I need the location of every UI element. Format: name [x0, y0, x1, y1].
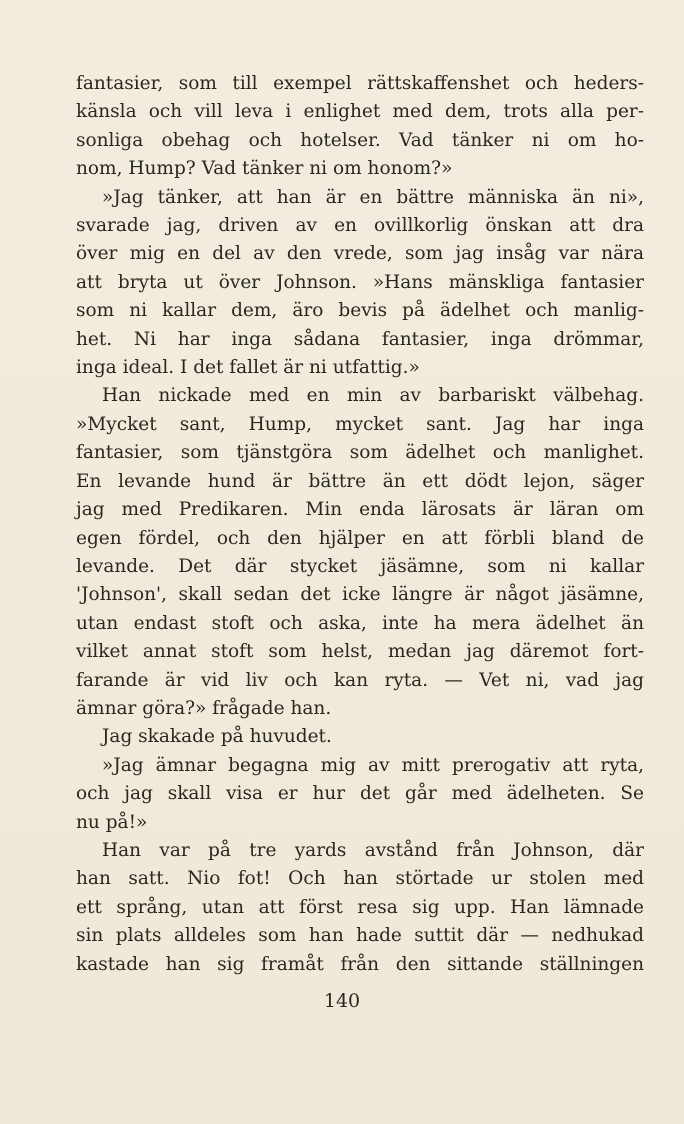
text-line: jag med Predikaren. Min enda lärosats är läran om [76, 499, 644, 521]
text-line: »Mycket sant, Hump, mycket sant. Jag har inga [76, 413, 644, 435]
text-line: farande är vid liv och kan ryta. — Vet ni, vad jag [76, 669, 644, 691]
text-line: Han nickade med en min av barbariskt välbehag. [102, 385, 644, 407]
text-line: att bryta ut över Johnson. »Hans mänskliga fantasier [76, 271, 644, 293]
text-line: »Jag ämnar begagna mig av mitt prerogativ att ryta, [102, 754, 644, 776]
text-line: nom, Hump? Vad tänker ni om honom?» [76, 158, 453, 180]
text-line: 'Johnson', skall sedan det icke längre är något jäsämne, [76, 584, 644, 606]
text-line: sin plats alldeles som han hade suttit där — nedhukad [76, 925, 644, 947]
text-line: sonliga obehag och hotelser. Vad tänker ni om ho- [76, 129, 644, 151]
text-line: ämnar göra?» frågade han. [76, 697, 332, 719]
body-text [76, 70, 644, 979]
text-line: het. Ni har inga sådana fantasier, inga drömmar, [76, 328, 644, 350]
text-line: över mig en del av den vrede, som jag insåg var nära [76, 243, 644, 265]
text-line: och jag skall visa er hur det går med ädelheten. Se [76, 783, 644, 805]
text-line: En levande hund är bättre än ett dödt lejon, säger [76, 470, 644, 492]
text-line: Jag skakade på huvudet. [102, 726, 332, 748]
text-line: han satt. Nio fot! Och han störtade ur stolen med [76, 868, 644, 890]
text-line: som ni kallar dem, äro bevis på ädelhet och manlig- [76, 300, 644, 322]
text-line: utan endast stoft och aska, inte ha mera ädelhet än [76, 612, 644, 634]
text-line: kastade han sig framåt från den sittande ställningen [76, 953, 644, 975]
page-number: 140 [323, 990, 361, 1012]
text-line: »Jag tänker, att han är en bättre människa än ni», [102, 186, 644, 208]
text-line: känsla och vill leva i enlighet med dem, trots alla per- [76, 101, 644, 123]
text-line: inga ideal. I det fallet är ni utfattig.» [76, 357, 420, 379]
text-line: levande. Det där stycket jäsämne, som ni kallar [76, 555, 644, 577]
text-line: nu på!» [76, 811, 148, 833]
text-line: fantasier, som tjänstgöra som ädelhet och manlighet. [76, 442, 644, 464]
text-line: vilket annat stoft som helst, medan jag däremot fort- [76, 641, 644, 663]
text-line: Han var på tre yards avstånd från Johnson, där [102, 839, 644, 861]
text-line: ett språng, utan att först resa sig upp. Han lämnade [76, 896, 644, 918]
text-line: fantasier, som till exempel rättskaffenshet och heders- [76, 73, 644, 94]
text-line: svarade jag, driven av en ovillkorlig önskan att dra [76, 215, 644, 237]
text-line: egen fördel, och den hjälper en att förbli bland de [76, 527, 644, 549]
